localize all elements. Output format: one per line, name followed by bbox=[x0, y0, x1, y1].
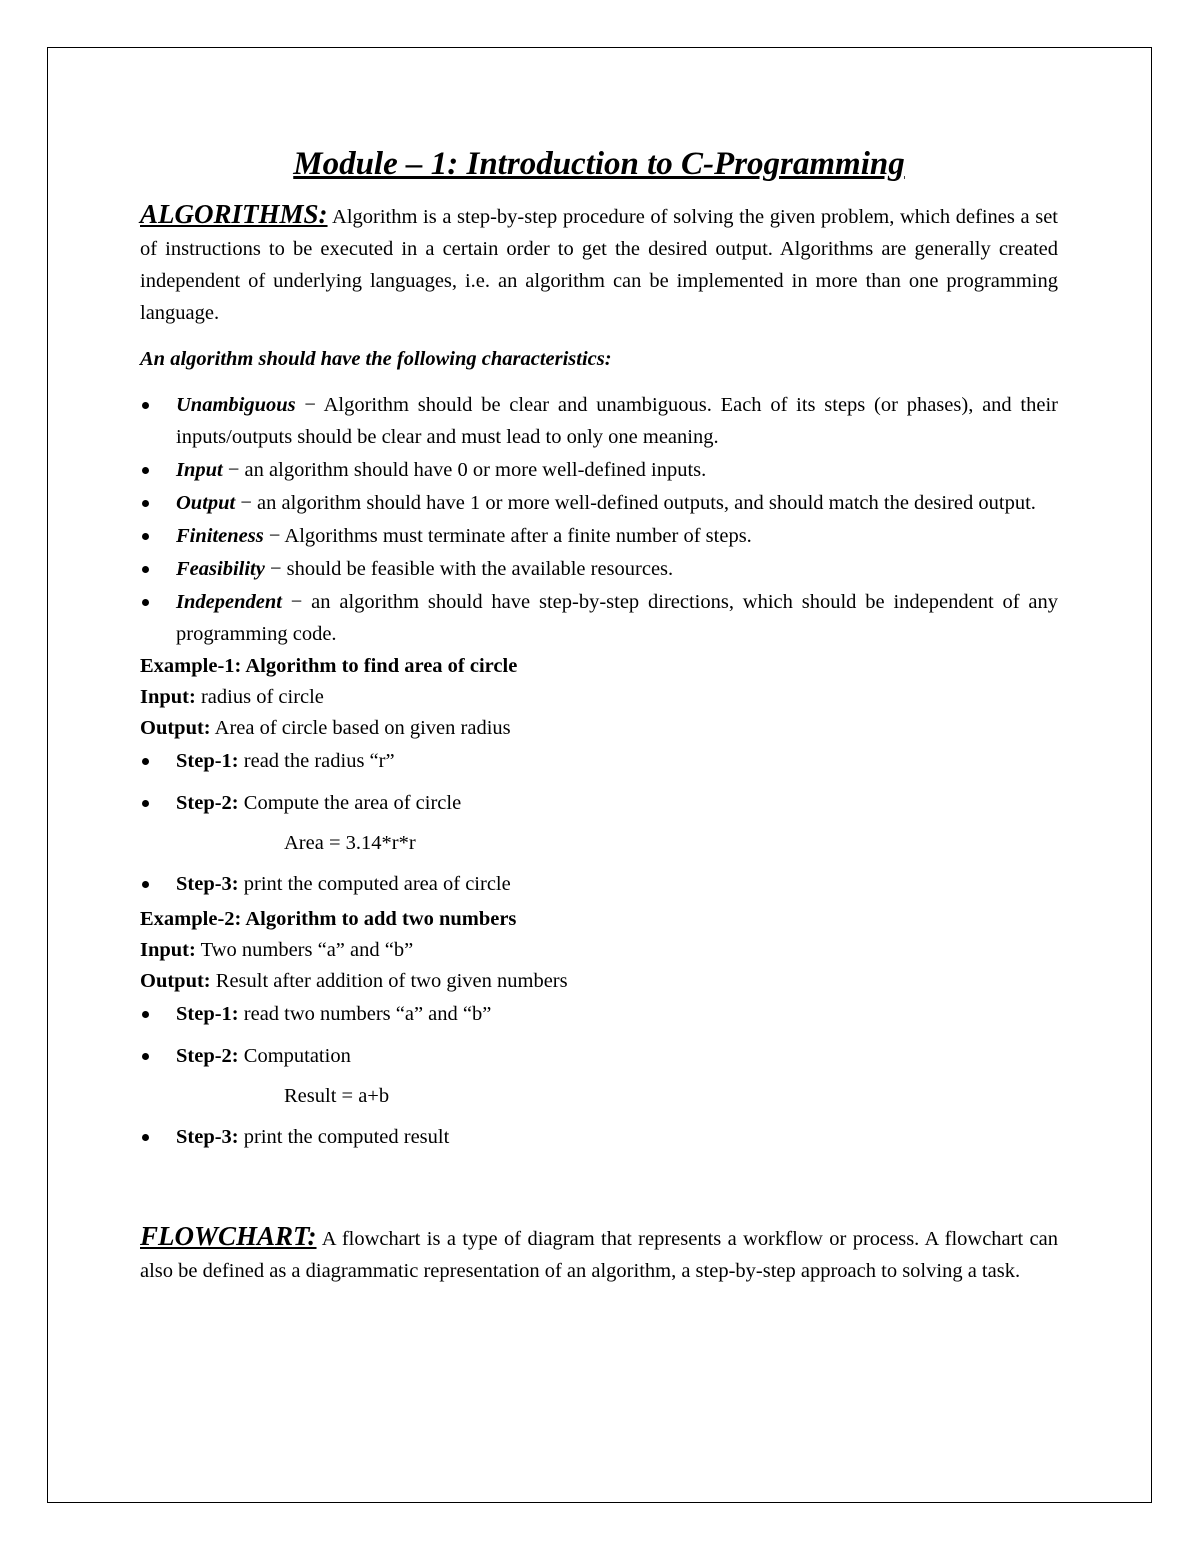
algorithms-text: Algorithm is a step-by-step procedure of solving the given problem, which defines a set of instructions to be executed in a certain order to get the desired output. Algorithms are generally created independent of underlying languages, i.e. an algorithm can be implemented in more than one programming language. bbox=[140, 206, 1058, 324]
bullet-icon bbox=[142, 467, 149, 474]
bullet-icon bbox=[142, 566, 149, 573]
example1-steps bbox=[140, 746, 1058, 819]
example2-steps-cont bbox=[140, 1122, 1058, 1153]
algorithms-paragraph bbox=[140, 198, 1058, 329]
section-spacer bbox=[140, 1164, 1058, 1220]
list-item: Step-2: Computation bbox=[140, 1041, 1058, 1072]
bullet-icon bbox=[142, 599, 149, 606]
bullet-icon bbox=[142, 402, 149, 409]
bullet-icon bbox=[142, 500, 149, 507]
list-item: Output − an algorithm should have 1 or more well-defined outputs, and should match the desired output. bbox=[140, 487, 1058, 519]
example2-title: Example-2: Algorithm to add two numbers bbox=[140, 908, 517, 930]
example2-steps bbox=[140, 999, 1058, 1072]
list-item: Step-3: print the computed result bbox=[140, 1122, 1058, 1153]
bullet-icon bbox=[142, 881, 149, 888]
algorithms-heading: ALGORITHMS: bbox=[140, 199, 328, 229]
bullet-icon bbox=[142, 758, 149, 765]
bullet-icon bbox=[142, 1134, 149, 1141]
list-item: Step-1: read the radius “r” bbox=[140, 746, 1058, 777]
example2-input: Input: Two numbers “a” and “b” bbox=[140, 939, 414, 961]
characteristics-heading: An algorithm should have the following characteristics: bbox=[140, 348, 612, 370]
example1-formula: Area = 3.14*r*r bbox=[284, 832, 416, 854]
example1-steps-cont bbox=[140, 869, 1058, 900]
bullet-icon bbox=[142, 1053, 149, 1060]
example2-formula: Result = a+b bbox=[284, 1085, 390, 1107]
flowchart-paragraph bbox=[140, 1220, 1058, 1287]
list-item: Unambiguous − Algorithm should be clear and unambiguous. Each of its steps (or phases), and their inputs/outputs should be clear and must lead to only one meaning. bbox=[140, 389, 1058, 453]
bullet-icon bbox=[142, 1011, 149, 1018]
list-item: Step-1: read two numbers “a” and “b” bbox=[140, 999, 1058, 1030]
example1-output: Output: Area of circle based on given radius bbox=[140, 717, 511, 739]
document-body bbox=[140, 140, 1058, 1287]
list-item: Feasibility − should be feasible with the available resources. bbox=[140, 553, 1058, 585]
bullet-icon bbox=[142, 533, 149, 540]
example2-output: Output: Result after addition of two given numbers bbox=[140, 970, 568, 992]
list-item: Step-3: print the computed area of circle bbox=[140, 869, 1058, 900]
list-item: Finiteness − Algorithms must terminate after a finite number of steps. bbox=[140, 520, 1058, 552]
bullet-icon bbox=[142, 800, 149, 807]
page-title: Module – 1: Introduction to C-Programming bbox=[293, 146, 905, 182]
list-item: Input − an algorithm should have 0 or more well-defined inputs. bbox=[140, 454, 1058, 486]
example1-title: Example-1: Algorithm to find area of circle bbox=[140, 655, 518, 677]
list-item: Step-2: Compute the area of circle bbox=[140, 788, 1058, 819]
flowchart-text: A flowchart is a type of diagram that represents a workflow or process. A flowchart can also be defined as a diagrammatic representation of an algorithm, a step-by-step approach to solving a task. bbox=[140, 1228, 1058, 1282]
flowchart-heading: FLOWCHART: bbox=[140, 1221, 317, 1251]
example1-input: Input: radius of circle bbox=[140, 686, 324, 708]
list-item: Independent − an algorithm should have step-by-step directions, which should be independent of any programming code. bbox=[140, 586, 1058, 650]
characteristics-list bbox=[140, 389, 1058, 650]
